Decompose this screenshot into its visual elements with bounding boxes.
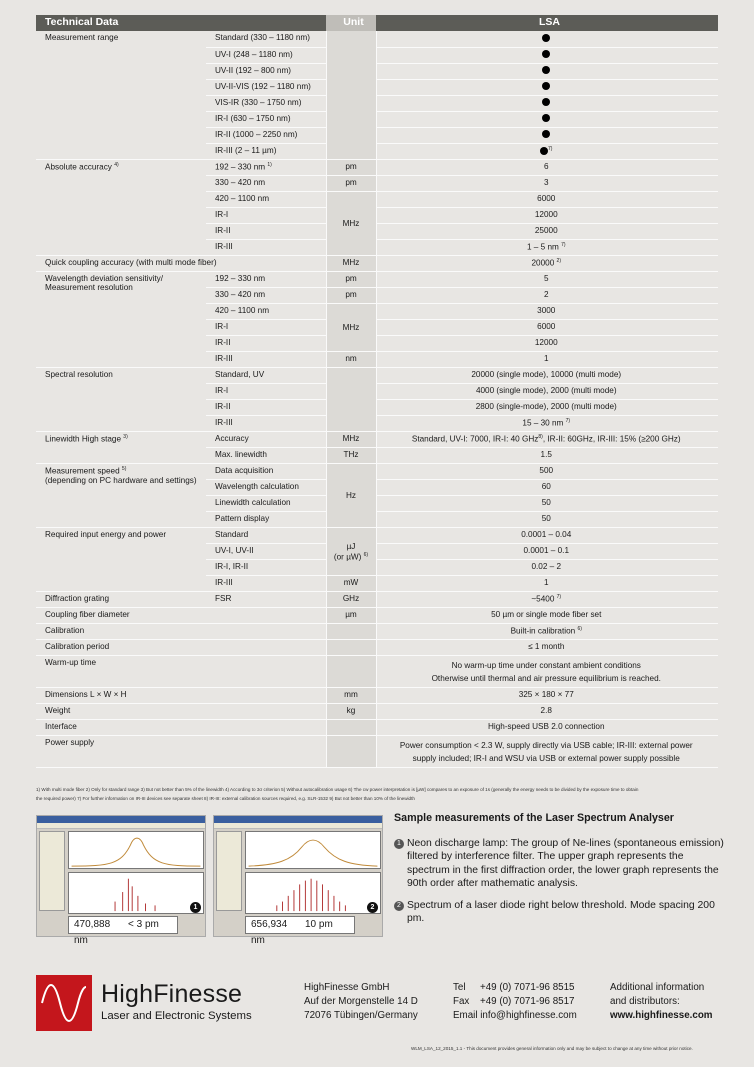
spectrum-graph-upper <box>245 831 381 869</box>
number-badge: 1 <box>394 839 404 849</box>
value-cell: 50 <box>376 495 718 511</box>
value-cell: 20000 $^{2)}$ <box>376 255 718 271</box>
unit-cell <box>326 623 376 639</box>
row-sub-label: IR-II <box>206 335 326 351</box>
row-sub-label: 192 – 330 nm $^{1)}$ <box>206 159 326 175</box>
value-cell: 6000 <box>376 191 718 207</box>
unit-cell: pm <box>326 159 376 175</box>
address-street: Auf der Morgenstelle 14 D <box>304 996 418 1007</box>
value-cell: 3 <box>376 175 718 191</box>
table-row <box>36 623 718 639</box>
row-label: Wavelength deviation sensitivity/ Measurement resolution <box>36 271 206 367</box>
value-cell: ~5400 $^{7)}$ <box>376 591 718 607</box>
linewidth-reading: < 3 pm <box>128 919 159 930</box>
table-row <box>36 431 718 447</box>
value-cell: 6000 <box>376 319 718 335</box>
available-dot-icon <box>542 98 550 106</box>
value-cell: 50 µm or single mode fiber set <box>376 607 718 623</box>
table-row <box>36 31 718 47</box>
row-sub-label: Accuracy <box>206 431 326 447</box>
row-sub-label: IR-I <box>206 319 326 335</box>
wave-logo-icon <box>36 975 92 1031</box>
table-row <box>36 639 718 655</box>
value-cell: 6 <box>376 159 718 175</box>
row-sub-label: IR-III <box>206 415 326 431</box>
more-info-text: and distributors: <box>610 996 680 1007</box>
row-label: Calibration <box>36 623 326 639</box>
value-cell: 20000 (single mode), 10000 (multi mode) <box>376 367 718 383</box>
row-sub-label: FSR <box>206 591 326 607</box>
row-sub-label: UV-II (192 – 800 nm) <box>206 63 326 79</box>
row-label: Required input energy and power <box>36 527 206 591</box>
footnote-line: the required power) 7) For further information on IR-III devices see separate sheet 8) IR-III: external calibration sources required, e.g. SLR-1532 9) But not better than 10% of the linewidth <box>36 796 415 801</box>
row-sub-label: UV-II-VIS (192 – 1180 nm) <box>206 79 326 95</box>
sample-item <box>394 899 724 926</box>
value-cell: 4000 (single mode), 2000 (multi mode) <box>376 383 718 399</box>
reading-display <box>245 916 355 946</box>
table-row <box>36 607 718 623</box>
value-cell: Built-in calibration $^{6)}$ <box>376 623 718 639</box>
unit-cell <box>326 735 376 767</box>
unit-cell: mm <box>326 687 376 703</box>
number-badge: 2 <box>394 901 404 911</box>
row-sub-label: Pattern display <box>206 511 326 527</box>
unit-cell: MHz <box>326 255 376 271</box>
spectrum-graph-lower <box>245 872 381 914</box>
unit-cell: pm <box>326 287 376 303</box>
table-row <box>36 655 718 687</box>
settings-panel <box>216 831 242 911</box>
available-dot-icon <box>540 147 548 155</box>
disclaimer: WLM_LSA_12_2015_1.1 - This document provides general information only and may be subject to change at any time without prior notice. <box>411 1046 693 1051</box>
value-cell: 2800 (single-mode), 2000 (multi mode) <box>376 399 718 415</box>
sample-title: Sample measurements of the Laser Spectrum Analyser <box>394 812 674 824</box>
number-badge: 1 <box>190 902 201 913</box>
table-row <box>36 527 718 543</box>
sample-item <box>394 837 724 891</box>
row-sub-label: IR-III (2 – 11 µm) <box>206 143 326 159</box>
table-row <box>36 735 718 767</box>
table-row <box>36 159 718 175</box>
value-cell: 12000 <box>376 335 718 351</box>
table-row <box>36 591 718 607</box>
spectrum-graph-lower <box>68 872 204 914</box>
row-label: Quick coupling accuracy (with multi mode fiber) <box>36 255 326 271</box>
sample-text: Neon discharge lamp: The group of Ne-lines (spontaneous emission) filtered by interference filter. The upper graph represents the spectrum in the first diffraction order, the lower graph represents the 90th order after mathematic analysis. <box>407 837 724 889</box>
row-label: Absolute accuracy $^{4)}$ <box>36 159 206 255</box>
value-cell: 3000 <box>376 303 718 319</box>
value-cell: 0.0001 – 0.1 <box>376 543 718 559</box>
wavelength-reading: 470,888 nm <box>74 919 111 946</box>
software-screenshot-1 <box>36 815 206 946</box>
technical-data-table <box>36 15 718 768</box>
table-header-row <box>36 15 718 31</box>
available-dot-icon <box>542 66 550 74</box>
value-cell: 15 – 30 nm $^{7)}$ <box>376 415 718 431</box>
row-label: Dimensions L × W × H <box>36 687 326 703</box>
row-label: Coupling fiber diameter <box>36 607 326 623</box>
header-unit: Unit <box>326 15 376 31</box>
row-label: Interface <box>36 719 326 735</box>
row-label: Weight <box>36 703 326 719</box>
value-cell: ≤ 1 month <box>376 639 718 655</box>
row-label: Measurement speed $^{5)}$ (depending on PC hardware and settings) <box>36 463 206 527</box>
unit-cell: MHz <box>326 303 376 351</box>
linewidth-reading: 10 pm <box>305 919 333 930</box>
value-cell: Power consumption < 2.3 W, supply directly via USB cable; IR-III: external power supply included; IR-I and WSU via USB or external power supply possible <box>376 735 718 767</box>
value-cell <box>376 111 718 127</box>
available-dot-icon <box>542 82 550 90</box>
row-sub-label: IR-III <box>206 351 326 367</box>
row-sub-label: Wavelength calculation <box>206 479 326 495</box>
unit-cell <box>326 719 376 735</box>
value-cell <box>376 79 718 95</box>
value-cell: 12000 <box>376 207 718 223</box>
website-link[interactable]: www.highfinesse.com <box>610 1010 713 1021</box>
value-cell: 0.0001 – 0.04 <box>376 527 718 543</box>
unit-cell <box>326 367 376 431</box>
email[interactable]: Email info@highfinesse.com <box>453 1010 577 1021</box>
company-logo <box>36 975 92 1031</box>
row-sub-label: IR-I (630 – 1750 nm) <box>206 111 326 127</box>
row-label: Warm-up time <box>36 655 326 687</box>
unit-cell: µm <box>326 607 376 623</box>
unit-cell <box>326 655 376 687</box>
value-cell <box>376 95 718 111</box>
row-sub-label: IR-II <box>206 399 326 415</box>
table-row <box>36 687 718 703</box>
available-dot-icon <box>542 114 550 122</box>
row-sub-label: IR-II (1000 – 2250 nm) <box>206 127 326 143</box>
brand <box>101 981 252 1022</box>
row-sub-label: UV-I (248 – 1180 nm) <box>206 47 326 63</box>
brand-subtitle: Laser and Electronic Systems <box>101 1010 252 1022</box>
row-sub-label: IR-I, IR-II <box>206 559 326 575</box>
row-sub-label: 330 – 420 nm <box>206 175 326 191</box>
header-technical-data: Technical Data <box>36 15 326 31</box>
row-sub-label: IR-II <box>206 223 326 239</box>
row-sub-label: IR-III <box>206 575 326 591</box>
value-cell: 1 <box>376 575 718 591</box>
value-cell: 5 <box>376 271 718 287</box>
settings-panel <box>39 831 65 911</box>
brand-name: HighFinesse <box>101 980 243 1008</box>
row-sub-label: 420 – 1100 nm <box>206 303 326 319</box>
row-sub-label: Max. linewidth <box>206 447 326 463</box>
company-name: HighFinesse GmbH <box>304 982 390 993</box>
row-sub-label: Standard <box>206 527 326 543</box>
unit-cell: MHz <box>326 431 376 447</box>
window-titlebar <box>214 816 382 823</box>
row-sub-label: 192 – 330 nm <box>206 271 326 287</box>
row-sub-label: IR-I <box>206 383 326 399</box>
sample-text: Spectrum of a laser diode right below threshold. Mode spacing 200 pm. <box>407 899 715 924</box>
value-cell: 500 <box>376 463 718 479</box>
window-menubar <box>214 823 382 829</box>
row-label: Linewidth High stage $^{3)}$ <box>36 431 206 463</box>
unit-cell <box>326 31 376 159</box>
unit-cell <box>326 639 376 655</box>
phone: Tel +49 (0) 7071-96 8515 <box>453 982 575 993</box>
value-cell: 2 <box>376 287 718 303</box>
table-row <box>36 255 718 271</box>
footnote-ref: 7) <box>548 145 553 152</box>
window-menubar <box>37 823 205 829</box>
table-row <box>36 463 718 479</box>
company-address <box>304 981 418 1023</box>
value-cell: 1.5 <box>376 447 718 463</box>
row-label: Power supply <box>36 735 326 767</box>
wavelength-reading: 656,934 nm <box>251 919 288 946</box>
unit-cell: Hz <box>326 463 376 527</box>
value-cell <box>376 31 718 47</box>
row-label: Diffraction grating <box>36 591 206 607</box>
row-label: Calibration period <box>36 639 326 655</box>
row-sub-label: VIS-IR (330 – 1750 nm) <box>206 95 326 111</box>
row-sub-label: 330 – 420 nm <box>206 287 326 303</box>
value-cell: 1 – 5 nm $^{7)}$ <box>376 239 718 255</box>
window-titlebar <box>37 816 205 823</box>
value-cell: High-speed USB 2.0 connection <box>376 719 718 735</box>
unit-cell: GHz <box>326 591 376 607</box>
table-row <box>36 719 718 735</box>
spectrum-graph-upper <box>68 831 204 869</box>
footnotes <box>36 785 718 803</box>
unit-cell: µJ (or µW) $^{6)}$ <box>326 527 376 575</box>
more-info-text: Additional information <box>610 982 705 993</box>
value-cell: 50 <box>376 511 718 527</box>
unit-cell: MHz <box>326 191 376 255</box>
unit-cell: kg <box>326 703 376 719</box>
value-cell: 0.02 – 2 <box>376 559 718 575</box>
value-cell: 60 <box>376 479 718 495</box>
software-screenshot-2 <box>213 815 383 946</box>
unit-cell: pm <box>326 175 376 191</box>
footnote-line: 1) With multi mode fiber 2) Only for standard range 3) But not better than 5% of the linewidth 4) According to 3σ criterion 5) Without autocalibration usage 6) The cw power interpretation is [µW] compares to an exposure of 1s (generally the energy needs to be divided by the exposure time to obtain <box>36 787 639 792</box>
unit-cell: pm <box>326 271 376 287</box>
value-cell <box>376 47 718 63</box>
sample-measurements <box>394 812 724 934</box>
address-city: 72076 Tübingen/Germany <box>304 1010 418 1021</box>
number-badge: 2 <box>367 902 378 913</box>
row-sub-label: Data acquisition <box>206 463 326 479</box>
value-cell: 1 <box>376 351 718 367</box>
row-sub-label: Standard (330 – 1180 nm) <box>206 31 326 47</box>
fax: Fax +49 (0) 7071-96 8517 <box>453 996 575 1007</box>
reading-display <box>68 916 178 946</box>
contact-info <box>453 981 577 1023</box>
value-cell: 2.8 <box>376 703 718 719</box>
value-cell: 325 × 180 × 77 <box>376 687 718 703</box>
row-sub-label: Standard, UV <box>206 367 326 383</box>
value-cell: No warm-up time under constant ambient conditions Otherwise until thermal and air pressure equilibrium is reached. <box>376 655 718 687</box>
value-cell <box>376 63 718 79</box>
table-row <box>36 703 718 719</box>
row-sub-label: IR-III <box>206 239 326 255</box>
value-cell: 25000 <box>376 223 718 239</box>
value-cell: Standard, UV-I: 7000, IR-I: 40 GHz$^{8)}$, IR-II: 60GHz, IR-III: 15% (≥200 GHz) <box>376 431 718 447</box>
value-cell <box>376 127 718 143</box>
row-sub-label: UV-I, UV-II <box>206 543 326 559</box>
available-dot-icon <box>542 130 550 138</box>
unit-cell: THz <box>326 447 376 463</box>
row-sub-label: IR-I <box>206 207 326 223</box>
value-cell <box>376 143 718 159</box>
table-row <box>36 367 718 383</box>
available-dot-icon <box>542 34 550 42</box>
additional-info <box>610 981 713 1023</box>
available-dot-icon <box>542 50 550 58</box>
row-label: Spectral resolution <box>36 367 206 431</box>
row-sub-label: 420 – 1100 nm <box>206 191 326 207</box>
table-row <box>36 271 718 287</box>
unit-cell: mW <box>326 575 376 591</box>
unit-cell: nm <box>326 351 376 367</box>
header-lsa: LSA <box>376 15 718 31</box>
row-sub-label: Linewidth calculation <box>206 495 326 511</box>
row-label: Measurement range <box>36 31 206 159</box>
